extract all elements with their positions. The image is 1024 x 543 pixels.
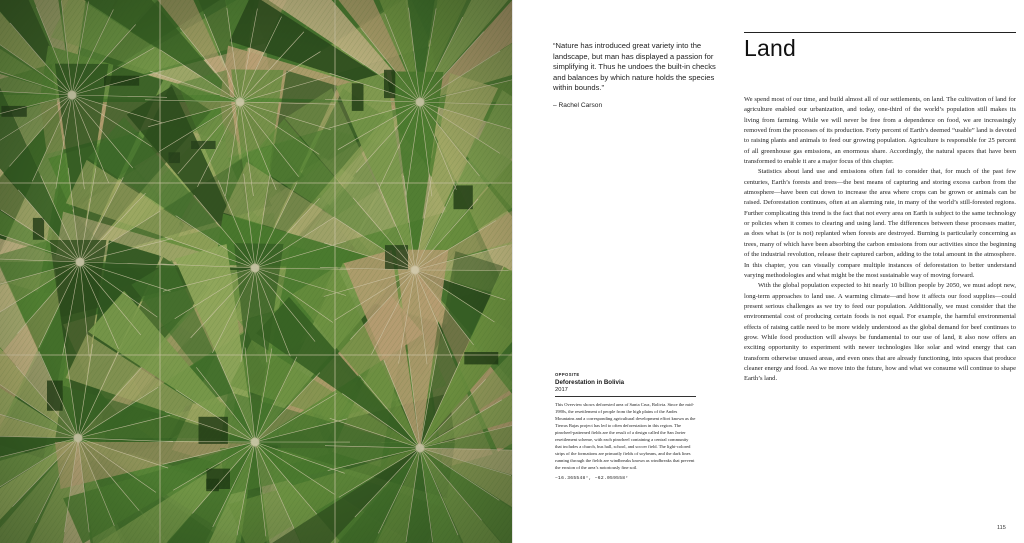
title-rule	[744, 32, 1016, 33]
caption-text: This Overview shows deforested area of Santa Cruz, Bolivia. Since the mid-1980s, the resettlement of people from the high plains of the Andes Mountains and a corresponding agricultural development effort known as the Tierras Bajas project has led to often deforestation in this region. The pinwheel-patterned fields are the result of a design called the San Javier resettlement scheme, with each pinwheel containing a central community that includes a church, bus hall, school, and soccer field. The light-colored strips of the formations are primarily fields of soybeans, and the dark lines running through the fields are windbreaks known as windbreaks that prevent the erosion of the area’s notoriously fine soil.	[555, 401, 696, 471]
epigraph	[553, 41, 723, 112]
body-paragraph: With the global population expected to hit nearly 10 billion people by 2050, we must adopt new, long-term approaches to land use. A warming climate—and how it affects our food supplies—could present serious challenges as we try to feed our population. Additionally, we must consider that the environmental cost of producing certain foods is not equal. For example, the harmful environmental effects of raising cattle need to be more widely understood as the global demand for beef continues to grow. While food production will always be fundamental to our use of land, it also now offers an exciting opportunity to experiment with newer technologies like solar and wind energy that can transform otherwise unused areas, and even ones that are already functioning, into spaces that produce cleaner energy and food. As we move into the future, how and what we consume will continue to shape Earth’s land.	[744, 282, 1016, 383]
quote-attribution: – Rachel Carson	[553, 101, 603, 109]
quote-text: “Nature has introduced great variety into the landscape, but man has displayed a passion for simplifying it. Thus he undoes the built-in checks and balances by which nature holds the species within bounds.”	[553, 41, 716, 93]
caption-year: 2017	[555, 387, 568, 393]
gutter	[512, 0, 513, 543]
photo-caption	[555, 372, 696, 481]
page-number: 115	[997, 525, 1006, 531]
caption-coordinates: −16.365548°, −62.059558°	[555, 475, 629, 481]
body-text	[744, 95, 1016, 385]
body-paragraph: Statistics about land use and emissions often fail to consider that, for much of the past few centuries, Earth’s forests and trees—the best means of capturing and storing excess carbon from the atmosphere—have been cut down to increase the area where crops can be grown or animals can be raised. Deforestation continues, often at an alarming rate, in many of the world’s still-forested regions. Further complicating this trend is the fact that not every area on Earth is subject to the same technology or policies when it comes to clearing and using land. The differences between these processes matter, as does what is (or is not) replanted when forests are destroyed. Burning is particularly concerning as trees, many of which have been absorbing the carbon emissions from our activities since the beginning of the industrial revolution, release their captured carbon, adding to the total amount in the atmosphere. In this chapter, you can visually compare multiple instances of deforestation to better understand varying methodologies and what might be the most sustainable way of moving forward.	[744, 168, 1016, 279]
caption-title: Deforestation in Bolivia	[555, 379, 625, 386]
caption-kicker: OPPOSITE	[555, 372, 580, 377]
chapter-title: Land	[744, 35, 796, 61]
body-paragraph: We spend most of our time, and build almost all of our settlements, on land. The cultivation of land for agriculture enabled our urbanization, and today, one-third of the world’s population still makes its living from farming. While we will never be free from a dependence on food, we are increasingly removed from the processes of its production. Forty percent of Earth’s deemed “usable” land is devoted to raising plants and animals to feed our growing population. Agriculture is responsible for 25 percent of all greenhouse gas emissions, an enormous share. Accordingly, the natural spaces that have been transformed to enable it are a major focus of this chapter.	[744, 96, 1016, 166]
caption-rule	[555, 396, 696, 397]
